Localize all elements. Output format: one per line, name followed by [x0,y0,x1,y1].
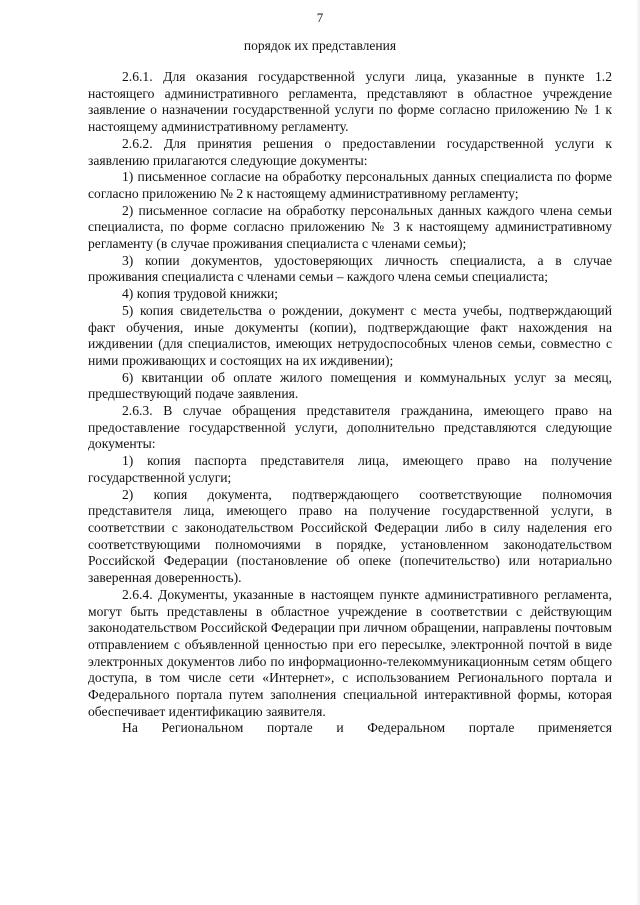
scan-edge [636,0,640,905]
list-item-1b: 1) копия паспорта представителя лица, имеющего право на получение государственной услуги; [88,453,612,485]
section-heading: порядок их представления [243,38,397,53]
list-item-5: 5) копия свидетельства о рождении, документ с места учебы, подтверждающий факт обучения, иные документы (копии), подтверждающие факт нахождения на иждивении (для специалистов, имеющих нетрудоспособных членов семьи, совместно с ними проживающих и состоящих на их иждивении); [88,302,612,368]
paragraph-2-6-2: 2.6.2. Для принятия решения о предоставлении государственной услуги к заявлению прилагаются следующие документы: [88,135,612,168]
page-number: 7 [316,10,324,25]
list-item-2b: 2) копия документа, подтверждающего соответствующие полномочия представителя лица, имеющего право на получение государственной услуги, в соответствии с законодательством Российской Федерации либо в силу наделения его соответствующими полномочиями в порядке, установленном законодательством Российской Федерации (постановление об опеке (попечительство) или нотариально заверенная доверенность). [88,486,612,586]
list-item-3: 3) копии документов, удостоверяющих личность специалиста, а в случае проживания специалиста с членами семьи – каждого члена семьи специалиста; [88,252,612,285]
paragraph-continued: На Региональном портале и Федеральном портале применяется [122,720,612,736]
document-body [88,69,612,737]
paragraph-2-6-4: 2.6.4. Документы, указанные в настоящем пункте административного регламента, могут быть представлены в областное учреждение в соответствии с действующим законодательством Российской Федерации при личном обращении, направлены почтовым отправлением с объявленной ценностью при его пересылке, электронной почтой в виде электронных документов либо по информационно-телекоммуникационным сетям общего доступа, в том числе сети «Интернет», с использованием Регионального портала и Федерального портала путем заполнения специальной интерактивной формы, которая обеспечивает идентификацию заявителя. [88,586,612,719]
paragraph-2-6-3: 2.6.3. В случае обращения представителя гражданина, имеющего право на предоставление государственной услуги, дополнительно представляются следующие документы: [88,403,612,452]
list-item-4: 4) копия трудовой книжки; [122,286,279,302]
list-item-6: 6) квитанции об оплате жилого помещения и коммунальных услуг за месяц, предшествующий подаче заявления. [88,369,612,402]
list-item-2: 2) письменное согласие на обработку персональных данных каждого члена семьи специалиста, по форме согласно приложению № 3 к настоящему административному регламенту (в случае проживания специалиста с членами семьи); [88,202,612,252]
list-item-1: 1) письменное согласие на обработку персональных данных специалиста по форме согласно приложению № 2 к настоящему административному регламенту; [88,169,612,201]
paragraph-2-6-1: 2.6.1. Для оказания государственной услуги лица, указанные в пункте 1.2 настоящего административного регламента, представляют в областное учреждение заявление о назначении государственной услуги по форме согласно приложению № 1 к настоящему административному регламенту. [88,69,612,135]
